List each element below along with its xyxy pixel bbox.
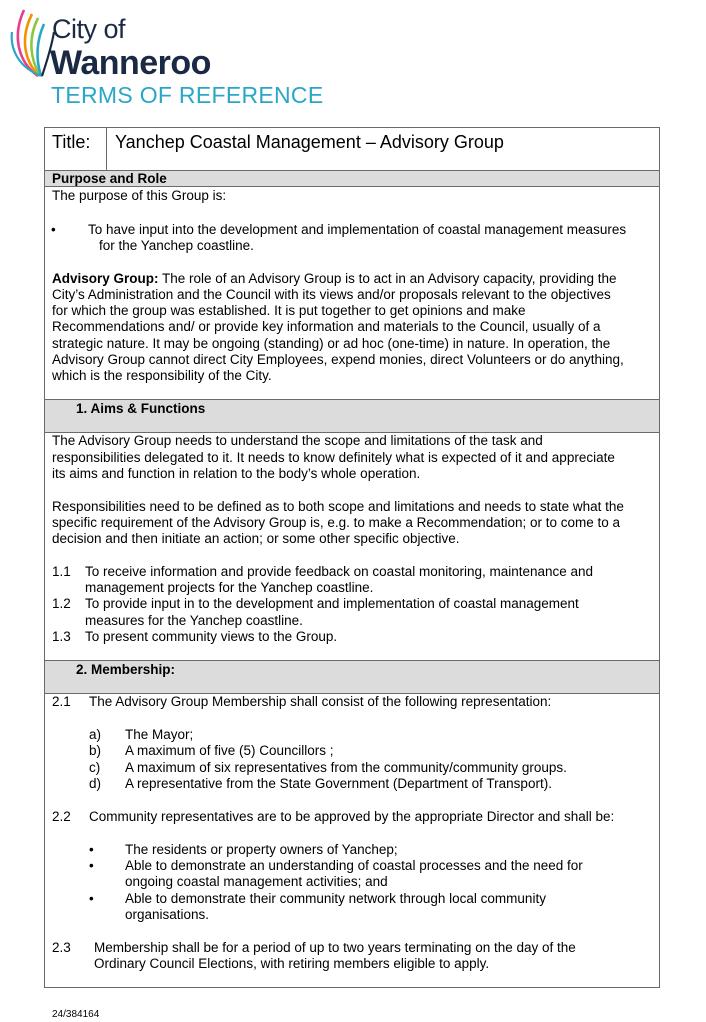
membership-heading: 2. Membership: xyxy=(76,662,176,677)
aims-heading: 1. Aims & Functions xyxy=(76,401,206,416)
rep-text: The Mayor; xyxy=(125,727,194,742)
section-2-1-text: The Advisory Group Membership shall consist of the following representation: xyxy=(89,694,552,709)
aims-item-line1: To provide input in to the development and implementation of coastal management xyxy=(85,596,579,611)
section-2-2-text: Community representatives are to be approved by the appropriate Director and shall be: xyxy=(89,809,615,824)
aims-para2-line1: specific requirement of the Advisory Group is, e.g. to make a Recommendation; or to come to a xyxy=(52,515,621,530)
aims-para2-line2: decision and then initiate an action; or some other specific objective. xyxy=(52,531,460,546)
section-2-3-line2: Ordinary Council Elections, with retiring members eligible to apply. xyxy=(94,956,490,971)
title-divider xyxy=(106,128,107,170)
advisory-text-0: The role of an Advisory Group is to act in an Advisory capacity, providing the xyxy=(158,271,617,286)
document-heading: TERMS OF REFERENCE xyxy=(51,82,324,108)
advisory-line-0 xyxy=(52,271,617,287)
rep-text: A representative from the State Government (Department of Transport). xyxy=(125,776,552,791)
advisory-line-6: which is the responsibility of the City. xyxy=(52,368,272,383)
section-2-3-line1: Membership shall be for a period of up to two years terminating on the day of the xyxy=(94,940,576,955)
title-label: Title: xyxy=(52,132,91,152)
rep-text: A maximum of five (5) Councillors ; xyxy=(125,743,334,758)
title-row xyxy=(45,128,659,171)
section-2-3-num: 2.3 xyxy=(52,940,71,955)
aims-item-line1: To receive information and provide feedback on coastal monitoring, maintenance and xyxy=(85,564,594,579)
aims-item-line1: To present community views to the Group. xyxy=(85,629,338,644)
advisory-label: Advisory Group: xyxy=(52,271,159,286)
aims-para2-line0: Responsibilities need to be defined as to both scope and limitations and needs to state what the xyxy=(52,499,624,514)
purpose-intro: The purpose of this Group is: xyxy=(52,188,227,203)
advisory-line-4: strategic nature. It may be ongoing (standing) or ad hoc (one-time) in nature. In operation, the xyxy=(52,336,611,351)
rep-letter: b) xyxy=(89,743,102,758)
advisory-line-2: for which the group was established. It is put together to get opinions and make xyxy=(52,303,526,318)
purpose-bullet-line2: for the Yanchep coastline. xyxy=(99,238,254,253)
aims-para1-line2: its aims and function in relation to the body’s whole operation. xyxy=(52,466,421,481)
aims-item-num: 1.1 xyxy=(52,564,71,579)
purpose-heading: Purpose and Role xyxy=(52,171,167,186)
purpose-header-row xyxy=(45,171,659,187)
criteria-line2: ongoing coastal management activities; and xyxy=(125,874,388,889)
section-2-1-num: 2.1 xyxy=(52,694,71,709)
bullet-icon: • xyxy=(89,891,94,906)
criteria-line1: Able to demonstrate their community network through local community xyxy=(125,891,546,906)
aims-item-num: 1.2 xyxy=(52,596,71,611)
section-2-2-num: 2.2 xyxy=(52,809,71,824)
aims-header-row xyxy=(45,400,659,433)
bullet-icon: • xyxy=(89,858,94,873)
criteria-line1: The residents or property owners of Yanchep; xyxy=(125,842,398,857)
membership-header-row xyxy=(45,661,659,694)
title-value: Yanchep Coastal Management – Advisory Group xyxy=(115,132,504,152)
aims-para1-line1: responsibilities delegated to it. It needs to know definitely what is expected of it and appreciate xyxy=(52,450,615,465)
aims-item-line2: management projects for the Yanchep coastline. xyxy=(85,580,374,595)
terms-table xyxy=(44,127,660,988)
logo-city-text: City of xyxy=(52,14,126,44)
document-reference: 24/384164 xyxy=(52,1009,100,1020)
criteria-line1: Able to demonstrate an understanding of coastal processes and the need for xyxy=(125,858,583,873)
city-logo xyxy=(8,2,248,84)
rep-letter: c) xyxy=(89,760,101,775)
purpose-bullet-line1: To have input into the development and implementation of coastal management measures xyxy=(88,222,627,237)
bullet-icon: • xyxy=(89,842,94,857)
advisory-line-1: City’s Administration and the Council with its views and/or proposals relevant to the objectives xyxy=(52,287,611,302)
rep-letter: a) xyxy=(89,727,102,742)
aims-item-num: 1.3 xyxy=(52,629,71,644)
logo-wanneroo-text: Wanneroo xyxy=(50,44,211,82)
advisory-line-3: Recommendations and/ or provide key information and materials to the Council, usually of a xyxy=(52,319,601,334)
bullet-icon: • xyxy=(51,222,56,237)
aims-item-line2: measures for the Yanchep coastline. xyxy=(85,613,303,628)
aims-para1-line0: The Advisory Group needs to understand the scope and limitations of the task and xyxy=(52,433,543,448)
criteria-line2: organisations. xyxy=(125,907,210,922)
rep-letter: d) xyxy=(89,776,102,791)
rep-text: A maximum of six representatives from the community/community groups. xyxy=(125,760,567,775)
advisory-line-5: Advisory Group cannot direct City Employees, expend monies, direct Volunteers or do anything, xyxy=(52,352,624,367)
